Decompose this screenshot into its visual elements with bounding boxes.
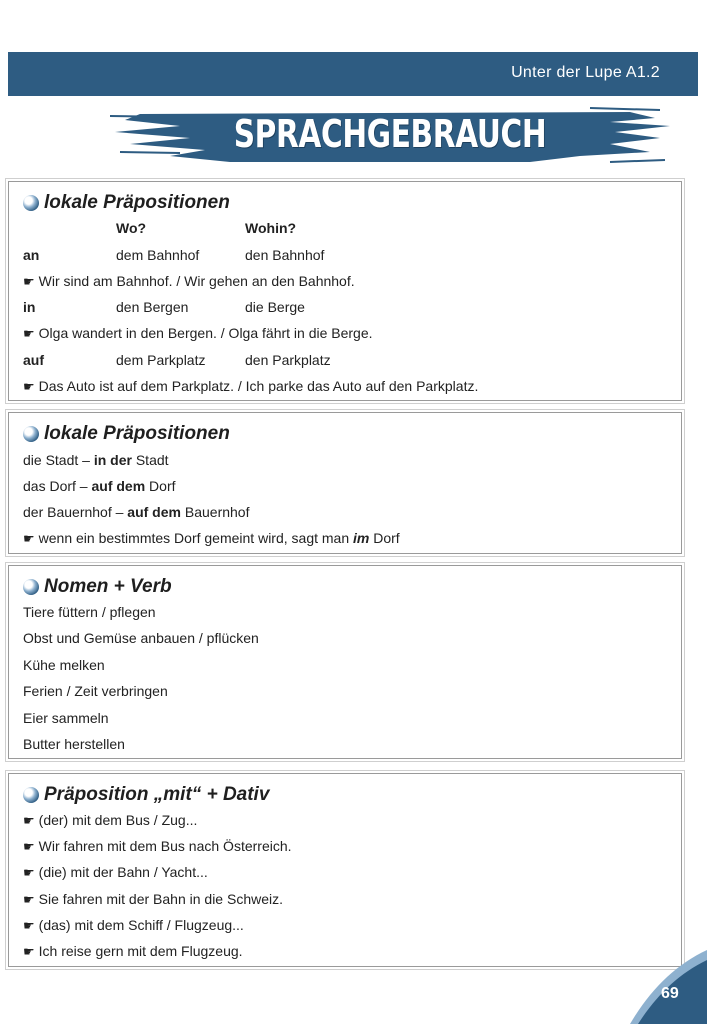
accusative-example: den Parkplatz (245, 352, 331, 368)
list-item: Tiere füttern / pflegen (23, 604, 156, 620)
column-header-wo: Wo? (116, 220, 147, 236)
column-header-wohin: Wohin? (245, 220, 297, 236)
section-noun-verb (8, 565, 682, 759)
book-title: Unter der Lupe A1.2 (511, 64, 660, 81)
bullet-dot-icon (23, 579, 39, 595)
dative-example: dem Parkplatz (116, 352, 206, 368)
preposition: an (23, 247, 40, 263)
section-title-text: Nomen + Verb (44, 576, 172, 597)
pointing-hand-icon: ☛ (23, 379, 35, 394)
list-item: das Dorf – auf dem Dorf (23, 478, 176, 494)
list-item: Butter herstellen (23, 736, 125, 752)
section-title (23, 192, 230, 214)
bullet-dot-icon (23, 787, 39, 803)
section-title-text: Präposition „mit“ + Dativ (44, 784, 270, 805)
pointing-hand-icon: ☛ (23, 274, 35, 289)
list-item: der Bauernhof – auf dem Bauernhof (23, 504, 250, 520)
example-sentence: ☛ Wir sind am Bahnhof. / Wir gehen an den Bahnhof. (23, 273, 355, 289)
pointing-hand-icon: ☛ (23, 326, 35, 341)
section-title (23, 423, 230, 445)
pointing-hand-icon: ☛ (23, 531, 35, 546)
list-item: ☛ Wir fahren mit dem Bus nach Österreich. (23, 838, 292, 854)
list-item: die Stadt – in der Stadt (23, 452, 169, 468)
dative-example: dem Bahnhof (116, 247, 200, 263)
header-bar (8, 52, 698, 96)
pointing-hand-icon: ☛ (23, 892, 35, 907)
pointing-hand-icon: ☛ (23, 865, 35, 880)
list-item: ☛ Ich reise gern mit dem Flugzeug. (23, 943, 243, 959)
section-title-text: lokale Präpositionen (44, 192, 230, 213)
list-item: Ferien / Zeit verbringen (23, 683, 168, 699)
example-sentence: ☛ Olga wandert in den Bergen. / Olga fährt in die Berge. (23, 325, 373, 341)
list-item: ☛ (die) mit der Bahn / Yacht... (23, 864, 208, 880)
section-preposition-mit (8, 773, 682, 967)
list-item: Eier sammeln (23, 710, 109, 726)
section-title (23, 576, 172, 598)
preposition: in (23, 299, 36, 315)
section-local-prepositions-2 (8, 412, 682, 554)
section-local-prepositions-1 (8, 181, 682, 401)
dative-example: den Bergen (116, 299, 189, 315)
note-line: ☛ wenn ein bestimmtes Dorf gemeint wird, sagt man im Dorf (23, 530, 400, 546)
example-sentence: ☛ Das Auto ist auf dem Parkplatz. / Ich parke das Auto auf den Parkplatz. (23, 378, 479, 394)
accusative-example: die Berge (245, 299, 305, 315)
list-item: ☛ Sie fahren mit der Bahn in die Schweiz. (23, 891, 284, 907)
section-title (23, 784, 269, 806)
list-item: Obst und Gemüse anbauen / pflücken (23, 630, 259, 646)
list-item: ☛ (der) mit dem Bus / Zug... (23, 812, 198, 828)
page-number: 69 (661, 985, 679, 1002)
list-item: ☛ (das) mit dem Schiff / Flugzeug... (23, 917, 244, 933)
preposition: auf (23, 352, 44, 368)
pointing-hand-icon: ☛ (23, 918, 35, 933)
pointing-hand-icon: ☛ (23, 813, 35, 828)
bullet-dot-icon (23, 195, 39, 211)
banner-title: SPRACHGEBRAUCH (233, 112, 547, 156)
pointing-hand-icon: ☛ (23, 944, 35, 959)
bullet-dot-icon (23, 426, 39, 442)
pointing-hand-icon: ☛ (23, 839, 35, 854)
list-item: Kühe melken (23, 657, 105, 673)
section-title-text: lokale Präpositionen (44, 423, 230, 444)
accusative-example: den Bahnhof (245, 247, 325, 263)
section-banner (110, 104, 670, 168)
